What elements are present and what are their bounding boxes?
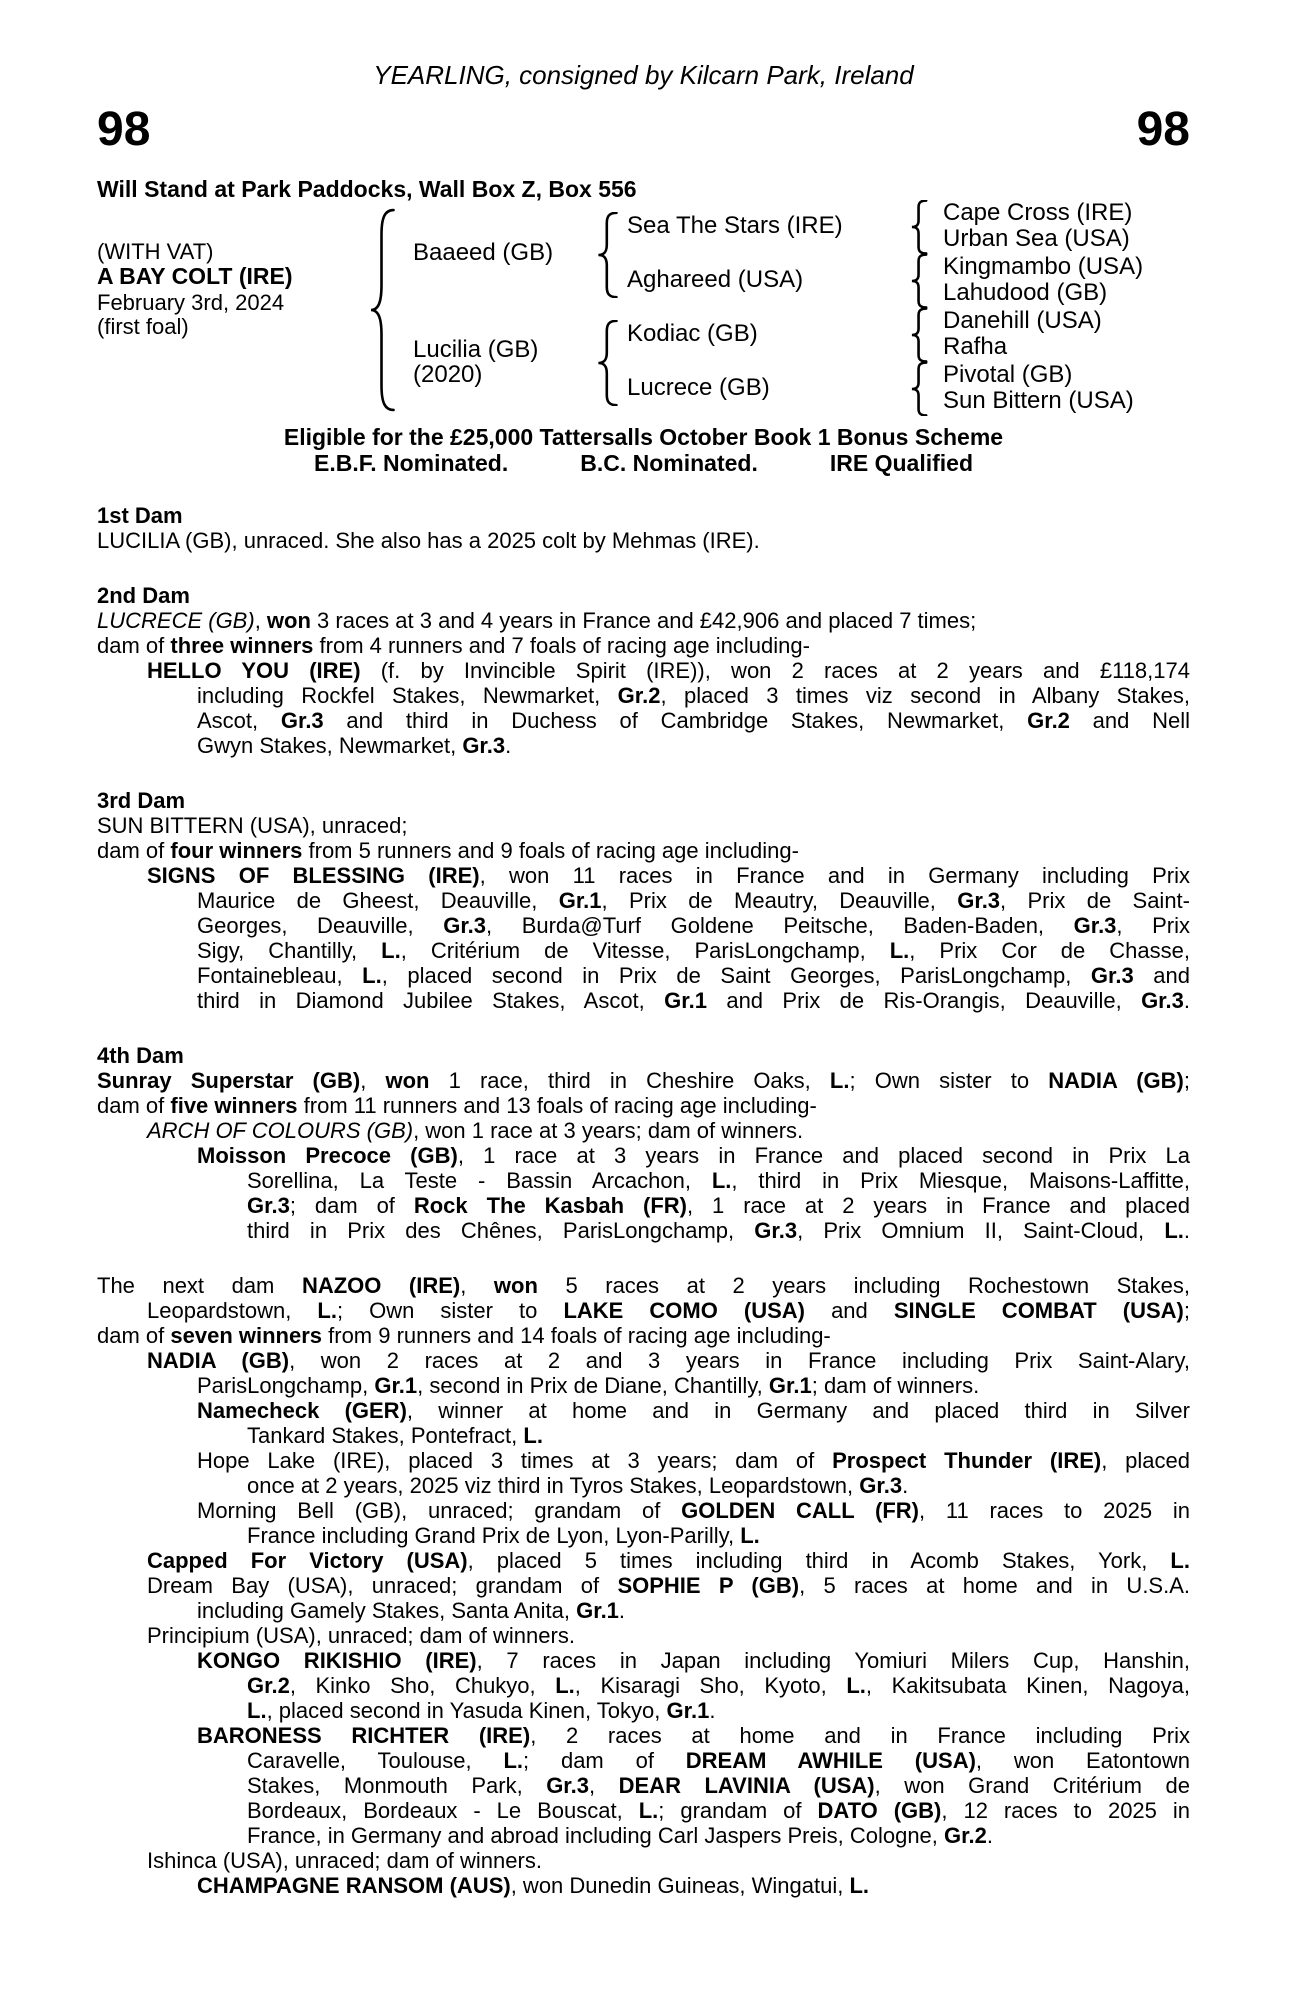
text-segment: L. bbox=[889, 938, 910, 963]
text-segment: NAZOO (IRE) bbox=[301, 1273, 461, 1298]
text-segment: Capped For Victory (USA) bbox=[147, 1548, 468, 1573]
text-segment: Maurice de Gheest, Deauville, bbox=[197, 888, 559, 913]
nomination-item: E.B.F. Nominated. bbox=[313, 450, 509, 476]
pedigree-chart bbox=[0, 0, 1315, 440]
lot-number-left: 98 bbox=[97, 103, 151, 156]
text-segment: third in Prix des Chênes, ParisLongchamp, bbox=[247, 1218, 755, 1243]
text-segment: Gr.1 bbox=[374, 1373, 418, 1398]
text-segment: L. bbox=[523, 1423, 543, 1448]
dam-section bbox=[97, 503, 1190, 553]
gen3-ancestor: Lahudood (GB) bbox=[943, 279, 1108, 306]
text-line bbox=[97, 683, 1190, 708]
text-line bbox=[97, 1673, 1190, 1698]
text-line bbox=[97, 913, 1190, 938]
text-segment: 3 races at 3 and 4 years in France and £42,906 and placed 7 times; bbox=[310, 608, 977, 633]
text-segment: Gr.2 bbox=[944, 1823, 987, 1848]
text-line bbox=[97, 1398, 1190, 1423]
text-segment: , Kinko Sho, Chukyo, bbox=[289, 1673, 556, 1698]
text-segment: Bordeaux, Bordeaux - Le Bouscat, bbox=[247, 1798, 639, 1823]
text-segment: L. bbox=[711, 1168, 732, 1193]
nomination-item: IRE Qualified bbox=[829, 450, 973, 476]
text-segment: , won 1 race at 3 years; dam of winners. bbox=[413, 1118, 804, 1143]
text-segment: won bbox=[493, 1273, 538, 1298]
text-segment: from 4 runners and 7 foals of racing age including- bbox=[313, 633, 810, 658]
lot-number-right: 98 bbox=[1136, 103, 1190, 156]
text-line bbox=[97, 988, 1190, 1013]
text-segment: , bbox=[589, 1773, 619, 1798]
text-segment: Gr.1 bbox=[558, 888, 602, 913]
text-segment: L. bbox=[638, 1798, 659, 1823]
text-segment: . bbox=[902, 1473, 909, 1498]
text-segment: , 5 races at home and in U.S.A. bbox=[799, 1573, 1190, 1598]
text-segment: Tankard Stakes, Pontefract, bbox=[247, 1423, 524, 1448]
main-brace bbox=[368, 208, 398, 412]
text-segment: France including Grand Prix de Lyon, Lyon-Parilly, bbox=[247, 1523, 741, 1548]
text-line bbox=[97, 1448, 1190, 1473]
text-segment: Namecheck (GER) bbox=[197, 1398, 407, 1423]
text-segment: L. bbox=[740, 1523, 760, 1548]
text-segment: KONGO RIKISHIO (IRE) bbox=[197, 1648, 477, 1673]
dam-section bbox=[97, 1273, 1190, 1898]
text-segment: . bbox=[505, 733, 512, 758]
text-segment: ARCH OF COLOURS (GB) bbox=[147, 1118, 414, 1143]
text-segment: , placed 3 times viz second in Albany Stakes, bbox=[660, 683, 1190, 708]
text-segment: , Critérium de Vitesse, ParisLongchamp, bbox=[400, 938, 890, 963]
text-segment: SIGNS OF BLESSING (IRE) bbox=[147, 863, 480, 888]
text-segment: Ascot, bbox=[197, 708, 281, 733]
text-segment: ; dam of bbox=[289, 1193, 414, 1218]
text-segment: dam of bbox=[97, 1323, 171, 1348]
text-line bbox=[97, 1823, 1190, 1848]
text-line bbox=[97, 733, 1190, 758]
text-segment: , won Eatontown bbox=[975, 1748, 1190, 1773]
text-segment: Caravelle, Toulouse, bbox=[247, 1748, 504, 1773]
gen3-ancestor: Rafha bbox=[943, 333, 1008, 360]
text-line bbox=[97, 1068, 1190, 1093]
text-line bbox=[97, 1498, 1190, 1523]
text-line bbox=[97, 658, 1190, 683]
text-segment: Sorellina, La Teste - Bassin Arcachon, bbox=[247, 1168, 712, 1193]
gen3-ancestor: Sun Bittern (USA) bbox=[943, 387, 1134, 414]
text-line bbox=[97, 1798, 1190, 1823]
text-segment: CHAMPAGNE RANSOM (AUS) bbox=[197, 1873, 511, 1898]
text-line bbox=[97, 1093, 1190, 1118]
text-segment: 5 races at 2 years including Rochestown Stakes, bbox=[537, 1273, 1190, 1298]
text-segment: Stakes, Monmouth Park, bbox=[247, 1773, 547, 1798]
horse-name: A BAY COLT (IRE) bbox=[97, 263, 293, 289]
text-line bbox=[97, 608, 1190, 633]
text-segment: from 11 runners and 13 foals of racing age including- bbox=[297, 1093, 817, 1118]
text-segment: 1 race, third in Cheshire Oaks, bbox=[429, 1068, 830, 1093]
text-line bbox=[97, 838, 1190, 863]
text-segment: three winners bbox=[170, 633, 314, 658]
text-segment: LAKE COMO (USA) bbox=[563, 1298, 806, 1323]
text-segment: Gr.2 bbox=[247, 1673, 290, 1698]
text-segment: Morning Bell (GB), unraced; grandam of bbox=[197, 1498, 682, 1523]
text-line bbox=[97, 938, 1190, 963]
text-line bbox=[97, 1873, 1190, 1898]
text-segment: , placed bbox=[1101, 1448, 1190, 1473]
section-heading: 4th Dam bbox=[97, 1043, 184, 1068]
text-segment: Gr.3 bbox=[1141, 988, 1184, 1013]
text-segment: , Kisaragi Sho, Kyoto, bbox=[574, 1673, 847, 1698]
gen3-ancestor: Cape Cross (IRE) bbox=[943, 199, 1133, 226]
text-line bbox=[97, 1168, 1190, 1193]
text-segment: LUCRECE (GB) bbox=[97, 608, 255, 633]
text-segment: L. bbox=[362, 963, 382, 988]
text-segment: . bbox=[1183, 1218, 1190, 1243]
text-line bbox=[97, 1723, 1190, 1748]
dam-section bbox=[97, 788, 1190, 1013]
text-segment: NADIA (GB) bbox=[147, 1348, 290, 1373]
text-segment: GOLDEN CALL (FR) bbox=[681, 1498, 919, 1523]
gen3-brace-4 bbox=[910, 362, 929, 416]
text-segment: Sigy, Chantilly, bbox=[197, 938, 382, 963]
nominations-line bbox=[97, 450, 1190, 477]
text-segment: Gr.3 bbox=[462, 733, 506, 758]
gen3-ancestor: Urban Sea (USA) bbox=[943, 225, 1130, 252]
text-segment: , Burda@Turf Goldene Peitsche, Baden-Baden, bbox=[486, 913, 1074, 938]
text-segment: Gr.1 bbox=[664, 988, 707, 1013]
text-segment: Gr.3 bbox=[859, 1473, 903, 1498]
text-segment: Gr.1 bbox=[768, 1373, 812, 1398]
section-heading: 2nd Dam bbox=[97, 583, 190, 608]
text-segment: , Prix Cor de Chasse, bbox=[909, 938, 1190, 963]
text-segment: , second in Prix de Diane, Chantilly, bbox=[417, 1373, 769, 1398]
gen2-ancestor: Lucrece (GB) bbox=[627, 374, 770, 401]
text-line bbox=[97, 1598, 1190, 1623]
text-segment: BARONESS RICHTER (IRE) bbox=[197, 1723, 531, 1748]
text-segment: ParisLongchamp, bbox=[197, 1373, 375, 1398]
nomination-item: B.C. Nominated. bbox=[580, 450, 758, 476]
text-segment: The next dam bbox=[97, 1273, 302, 1298]
sire-name: Baaeed (GB) bbox=[413, 239, 554, 266]
text-line bbox=[97, 633, 1190, 658]
gen3-brace-3 bbox=[910, 308, 929, 362]
text-segment: , 11 races to 2025 in bbox=[919, 1498, 1190, 1523]
text-line bbox=[97, 1548, 1190, 1573]
text-line bbox=[97, 1848, 1190, 1873]
foal-note: (first foal) bbox=[97, 314, 189, 339]
text-segment: Gr.1 bbox=[576, 1598, 619, 1623]
gen3-ancestor: Kingmambo (USA) bbox=[943, 253, 1144, 280]
text-line bbox=[97, 528, 1190, 553]
text-segment: , won 11 races in France and in Germany including Prix bbox=[479, 863, 1190, 888]
dam-section bbox=[97, 1043, 1190, 1243]
text-segment: , 12 races to 2025 in bbox=[941, 1798, 1190, 1823]
text-segment: Gr.1 bbox=[666, 1698, 710, 1723]
text-segment: , Prix de Saint- bbox=[1000, 888, 1190, 913]
text-line bbox=[97, 1748, 1190, 1773]
text-segment: . bbox=[618, 1598, 626, 1623]
text-segment: L. bbox=[381, 938, 401, 963]
text-line bbox=[97, 708, 1190, 733]
consignment-title: YEARLING, consigned by Kilcarn Park, Ireland bbox=[373, 60, 914, 90]
text-segment: won bbox=[385, 1068, 430, 1093]
text-segment: , 1 race at 3 years in France and placed second in Prix La bbox=[457, 1143, 1190, 1168]
sire-brace bbox=[596, 212, 620, 298]
text-segment: seven winners bbox=[170, 1323, 323, 1348]
text-segment: , third in Prix Miesque, Maisons-Laffitte, bbox=[731, 1168, 1190, 1193]
text-segment: Dream Bay (USA), unraced; grandam of bbox=[147, 1573, 618, 1598]
text-segment: Fontainebleau, bbox=[197, 963, 363, 988]
dam-year: (2020) bbox=[413, 361, 483, 388]
text-line bbox=[97, 863, 1190, 888]
text-segment: NADIA (GB) bbox=[1048, 1068, 1184, 1093]
text-segment: Gr.3 bbox=[443, 913, 487, 938]
text-segment: Rock The Kasbah (FR) bbox=[413, 1193, 687, 1218]
text-segment: Gr.3 bbox=[957, 888, 1001, 913]
text-segment: Gr.2 bbox=[617, 683, 661, 708]
gen3-ancestor: Pivotal (GB) bbox=[943, 361, 1073, 388]
text-segment: from 5 runners and 9 foals of racing age including- bbox=[302, 838, 799, 863]
text-segment: won bbox=[266, 608, 311, 633]
text-segment: ; dam of bbox=[523, 1748, 686, 1773]
text-segment: , bbox=[360, 1068, 386, 1093]
text-segment: Gr.3 bbox=[754, 1218, 798, 1243]
text-segment: ; Own sister to bbox=[336, 1298, 564, 1323]
text-segment: Hope Lake (IRE), placed 3 times at 3 years; dam of bbox=[197, 1448, 833, 1473]
text-segment: . bbox=[1183, 988, 1190, 1013]
dam-name: Lucilia (GB) bbox=[413, 336, 539, 363]
text-line bbox=[97, 1423, 1190, 1448]
text-line bbox=[97, 1623, 1190, 1648]
text-segment: Principium (USA), unraced; dam of winners. bbox=[147, 1623, 575, 1648]
text-segment: (f. by Invincible Spirit (IRE)), won 2 races at 2 years and £118,174 bbox=[360, 658, 1190, 683]
text-line bbox=[97, 1648, 1190, 1673]
text-line bbox=[97, 813, 1190, 838]
text-segment: including Gamely Stakes, Santa Anita, bbox=[197, 1598, 577, 1623]
text-segment: including Rockfel Stakes, Newmarket, bbox=[197, 683, 618, 708]
text-segment: ; bbox=[1183, 1068, 1190, 1093]
text-segment: DREAM AWHILE (USA) bbox=[685, 1748, 976, 1773]
dam-brace bbox=[596, 320, 620, 406]
gen3-brace-1 bbox=[910, 200, 929, 254]
text-segment: , bbox=[254, 608, 267, 633]
text-line bbox=[97, 1473, 1190, 1498]
text-segment: . bbox=[709, 1698, 716, 1723]
text-segment: dam of bbox=[97, 838, 171, 863]
text-segment: L. bbox=[555, 1673, 575, 1698]
text-segment: from 9 runners and 14 foals of racing age including- bbox=[322, 1323, 831, 1348]
text-segment: , Prix bbox=[1116, 913, 1190, 938]
text-line bbox=[97, 1573, 1190, 1598]
text-segment: , placed second in Yasuda Kinen, Tokyo, bbox=[266, 1698, 667, 1723]
foal-date: February 3rd, 2024 bbox=[97, 290, 285, 315]
text-segment: , winner at home and in Germany and placed third in Silver bbox=[406, 1398, 1190, 1423]
text-segment: L. bbox=[846, 1673, 866, 1698]
text-segment: DATO (GB) bbox=[817, 1798, 942, 1823]
gen3-brace-2 bbox=[910, 254, 929, 308]
text-segment: Gr.3 bbox=[280, 708, 324, 733]
text-segment: , placed second in Prix de Saint Georges, ParisLongchamp, bbox=[381, 963, 1091, 988]
text-line bbox=[97, 1273, 1190, 1298]
text-segment: , won 2 races at 2 and 3 years in France including Prix Saint-Alary, bbox=[289, 1348, 1190, 1373]
stand-location-line: Will Stand at Park Paddocks, Wall Box Z, Box 556 bbox=[97, 176, 637, 202]
text-line bbox=[97, 1523, 1190, 1548]
text-line bbox=[97, 1348, 1190, 1373]
text-line bbox=[97, 888, 1190, 913]
text-line bbox=[97, 1773, 1190, 1798]
text-segment: L. bbox=[1164, 1218, 1184, 1243]
text-segment: , 7 races in Japan including Yomiuri Milers Cup, Hanshin, bbox=[476, 1648, 1190, 1673]
pedigree-text bbox=[97, 503, 1190, 1898]
text-segment: ; bbox=[1183, 1298, 1190, 1323]
text-segment: Gwyn Stakes, Newmarket, bbox=[197, 733, 463, 758]
text-segment: SINGLE COMBAT (USA) bbox=[893, 1298, 1184, 1323]
text-segment: HELLO YOU (IRE) bbox=[147, 658, 361, 683]
text-segment: Gr.3 bbox=[546, 1773, 589, 1798]
bonus-scheme-line: Eligible for the £25,000 Tattersalls October Book 1 Bonus Scheme bbox=[283, 424, 1004, 450]
text-segment: and third in Duchess of Cambridge Stakes, Newmarket, bbox=[323, 708, 1028, 733]
text-segment: once at 2 years, 2025 viz third in Tyros Stakes, Leopardstown, bbox=[247, 1473, 860, 1498]
text-segment: third in Diamond Jubilee Stakes, Ascot, bbox=[197, 988, 665, 1013]
gen2-ancestor: Aghareed (USA) bbox=[627, 266, 804, 293]
text-line bbox=[97, 1373, 1190, 1398]
text-segment: , bbox=[460, 1273, 494, 1298]
text-segment: Gr.3 bbox=[1090, 963, 1134, 988]
text-segment: LUCILIA (GB), unraced. She also has a 2025 colt by Mehmas (IRE). bbox=[97, 528, 760, 553]
text-segment: and Prix de Ris-Orangis, Deauville, bbox=[706, 988, 1142, 1013]
text-segment: , Prix de Meautry, Deauville, bbox=[601, 888, 958, 913]
text-segment: Gr.2 bbox=[1027, 708, 1070, 733]
text-segment: and bbox=[1133, 963, 1190, 988]
section-heading: 1st Dam bbox=[97, 503, 183, 528]
text-segment: five winners bbox=[170, 1093, 298, 1118]
text-line bbox=[97, 1323, 1190, 1348]
gen2-ancestor: Kodiac (GB) bbox=[627, 320, 758, 347]
text-line bbox=[97, 1118, 1190, 1143]
text-line bbox=[97, 963, 1190, 988]
section-heading: 3rd Dam bbox=[97, 788, 186, 813]
text-segment: L. bbox=[247, 1698, 267, 1723]
text-line bbox=[97, 1193, 1190, 1218]
text-segment: , won Grand Critérium de bbox=[874, 1773, 1190, 1798]
text-segment: L. bbox=[829, 1068, 850, 1093]
text-segment: Sunray Superstar (GB) bbox=[97, 1068, 361, 1093]
text-segment: SOPHIE P (GB) bbox=[617, 1573, 800, 1598]
vat-note: (WITH VAT) bbox=[97, 239, 214, 264]
text-segment: , 2 races at home and in France including Prix bbox=[530, 1723, 1190, 1748]
text-segment: Prospect Thunder (IRE) bbox=[832, 1448, 1102, 1473]
text-segment: L. bbox=[849, 1873, 870, 1898]
text-segment: ; dam of winners. bbox=[811, 1373, 980, 1398]
text-segment: , Kakitsubata Kinen, Nagoya, bbox=[865, 1673, 1190, 1698]
gen2-ancestor: Sea The Stars (IRE) bbox=[627, 212, 843, 239]
text-segment: France, in Germany and abroad including Carl Jaspers Preis, Cologne, bbox=[247, 1823, 945, 1848]
text-segment: and bbox=[805, 1298, 894, 1323]
text-segment: Georges, Deauville, bbox=[197, 913, 444, 938]
text-segment: L. bbox=[317, 1298, 337, 1323]
dam-section bbox=[97, 583, 1190, 758]
text-segment: and Nell bbox=[1069, 708, 1190, 733]
text-segment: SUN BITTERN (USA), unraced; bbox=[97, 813, 408, 838]
text-segment: Leopardstown, bbox=[147, 1298, 318, 1323]
text-segment: . bbox=[986, 1823, 993, 1848]
text-segment: L. bbox=[1170, 1548, 1190, 1573]
text-segment: four winners bbox=[170, 838, 303, 863]
text-segment: dam of bbox=[97, 1093, 171, 1118]
text-segment: L. bbox=[503, 1748, 524, 1773]
text-segment: DEAR LAVINIA (USA) bbox=[618, 1773, 875, 1798]
text-line bbox=[97, 1298, 1190, 1323]
text-line bbox=[97, 1143, 1190, 1168]
text-segment: , won Dunedin Guineas, Wingatui, bbox=[510, 1873, 850, 1898]
text-segment: , placed 5 times including third in Acomb Stakes, York, bbox=[467, 1548, 1171, 1573]
text-line bbox=[97, 1218, 1190, 1243]
text-segment: Ishinca (USA), unraced; dam of winners. bbox=[147, 1848, 542, 1873]
text-segment: ; Own sister to bbox=[849, 1068, 1049, 1093]
text-segment: , Prix Omnium II, Saint-Cloud, bbox=[797, 1218, 1165, 1243]
gen3-ancestor: Danehill (USA) bbox=[943, 307, 1102, 334]
text-segment: dam of bbox=[97, 633, 171, 658]
text-segment: , 1 race at 2 years in France and placed bbox=[687, 1193, 1190, 1218]
text-segment: Gr.3 bbox=[1073, 913, 1117, 938]
text-line bbox=[97, 1698, 1190, 1723]
text-segment: Moisson Precoce (GB) bbox=[197, 1143, 458, 1168]
text-segment: Gr.3 bbox=[247, 1193, 290, 1218]
text-segment: ; grandam of bbox=[658, 1798, 818, 1823]
